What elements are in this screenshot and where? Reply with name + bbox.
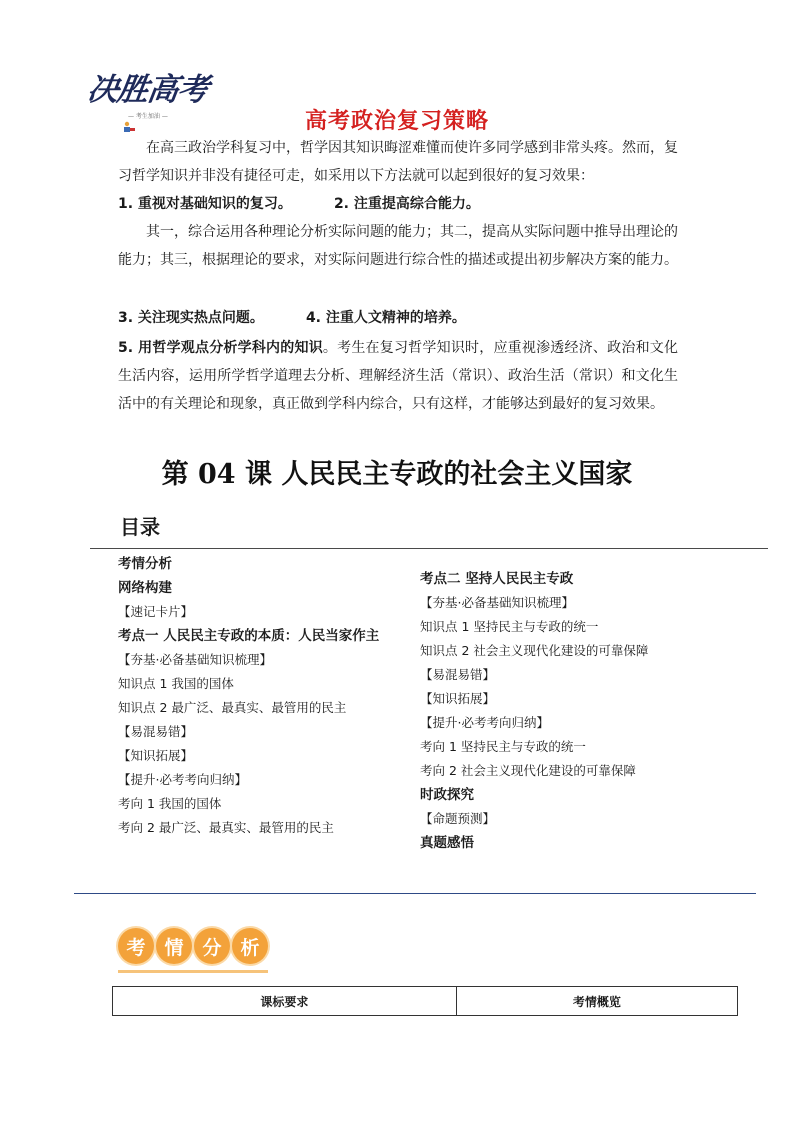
strategy-title: 高考政治复习策略 xyxy=(304,109,489,134)
toc-top-divider xyxy=(90,548,768,549)
toc-left-column xyxy=(118,552,388,840)
intro-paragraph: 在高三政治学科复习中，哲学因其知识晦涩难懂而使许多同学感到非常头疼。然而，复习哲学知识并非没有捷径可走，如采用以下方法就可以起到很好的复习效果： xyxy=(118,140,678,184)
toc-item[interactable]: 考点二 坚持人民民主专政 xyxy=(420,571,574,587)
toc-item[interactable]: 【命题预测】 xyxy=(420,811,496,826)
badge-char: 情 xyxy=(156,928,192,964)
requirements-table xyxy=(112,986,738,1016)
toc-item[interactable]: 时政探究 xyxy=(420,787,474,803)
point-1: 1. 重视对基础知识的复习。 xyxy=(118,196,292,212)
toc-item[interactable]: 知识点 2 最广泛、最真实、最管用的民主 xyxy=(118,700,347,715)
toc-item[interactable]: 【提升·必考考向归纳】 xyxy=(118,772,247,787)
toc-item[interactable]: 真题感悟 xyxy=(420,835,474,851)
toc-item[interactable]: 【知识拓展】 xyxy=(118,748,194,763)
table-header-cell: 考情概览 xyxy=(456,987,737,1016)
toc-item[interactable]: 【夯基·必备基础知识梳理】 xyxy=(118,652,272,667)
point-4: 4. 注重人文精神的培养。 xyxy=(305,310,466,326)
table-header-row xyxy=(113,987,738,1016)
lesson-title: 第 04 课 人民民主专政的社会主义国家 xyxy=(161,459,633,490)
badge-char: 考 xyxy=(118,928,154,964)
toc-right-column xyxy=(420,567,690,855)
toc-item[interactable]: 【易混易错】 xyxy=(420,667,496,682)
points-row-1 xyxy=(118,192,480,216)
ability-paragraph: 其一，综合运用各种理论分析实际问题的能力；其二，提高从实际问题中推导出理论的能力；其三，根据理论的要求，对实际问题进行综合性的描述或提出初步解决方案的能力。 xyxy=(118,224,678,268)
toc-item[interactable]: 网络构建 xyxy=(118,580,172,596)
toc-item[interactable]: 【提升·必考考向归纳】 xyxy=(420,715,549,730)
logo-subtitle: — 考生加油 — xyxy=(128,113,168,120)
toc-item[interactable]: 考向 1 坚持民主与专政的统一 xyxy=(420,739,586,754)
toc-item[interactable]: 【易混易错】 xyxy=(118,724,194,739)
logo-text: 决胜高考 xyxy=(84,72,211,108)
toc-item[interactable]: 知识点 1 坚持民主与专政的统一 xyxy=(420,619,599,634)
section-badge xyxy=(118,928,270,964)
toc-item[interactable]: 【夯基·必备基础知识梳理】 xyxy=(420,595,574,610)
toc-item[interactable]: 考点一 人民民主专政的本质：人民当家作主 xyxy=(118,628,380,644)
toc-bottom-divider xyxy=(74,893,756,894)
table-header-cell: 课标要求 xyxy=(113,987,457,1016)
point-2: 2. 注重提高综合能力。 xyxy=(333,196,480,212)
point-5-body: 。考生在复习哲学知识时，应重视渗透经济、政治和文化生活内容，运用所学哲学道理去分析、理解经济生活（常识）、政治生活（常识）和文化生活中的有关理论和现象，真正做到学科内综合，只有这样，才能够达到最好的复习效果。 xyxy=(118,340,678,412)
toc-heading: 目录 xyxy=(120,515,160,539)
point-5-paragraph xyxy=(118,334,678,418)
badge-char: 析 xyxy=(232,928,268,964)
toc-item[interactable]: 【知识拓展】 xyxy=(420,691,496,706)
badge-underline xyxy=(118,970,268,973)
toc-item[interactable]: 知识点 1 我国的国体 xyxy=(118,676,234,691)
toc-item[interactable]: 【速记卡片】 xyxy=(118,604,194,619)
toc-item[interactable]: 知识点 2 社会主义现代化建设的可靠保障 xyxy=(420,643,649,658)
toc-item[interactable]: 考向 1 我国的国体 xyxy=(118,796,222,811)
toc-item[interactable]: 考向 2 最广泛、最真实、最管用的民主 xyxy=(118,820,334,835)
point-5-title: 5. 用哲学观点分析学科内的知识 xyxy=(118,340,323,356)
toc-item[interactable]: 考情分析 xyxy=(118,556,172,572)
points-row-2 xyxy=(118,306,466,330)
toc-item[interactable]: 考向 2 社会主义现代化建设的可靠保障 xyxy=(420,763,636,778)
badge-char: 分 xyxy=(194,928,230,964)
point-3: 3. 关注现实热点问题。 xyxy=(118,310,264,326)
